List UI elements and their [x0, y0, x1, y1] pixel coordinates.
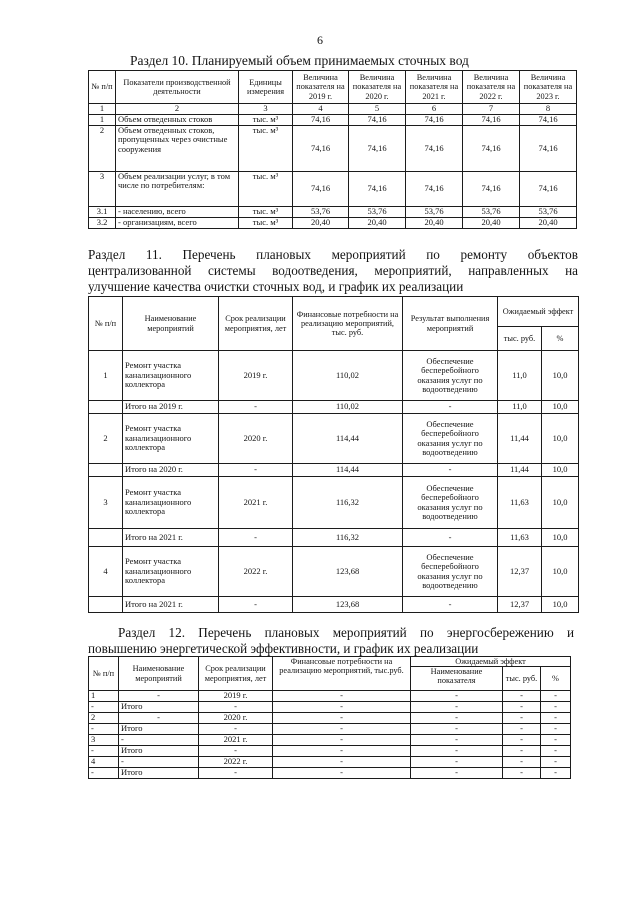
value-2022: 74,16 — [463, 115, 520, 126]
table-row — [89, 172, 577, 207]
page-number: 6 — [317, 33, 323, 47]
result: - — [403, 529, 498, 547]
value-2021: 74,16 — [406, 172, 463, 207]
effect-pct: - — [541, 768, 571, 779]
row-number: 1 — [89, 691, 119, 702]
value-2022: 74,16 — [463, 172, 520, 207]
header-cell: Финансовые потребности на реализацию мероприятий, тыс. руб. — [293, 297, 403, 351]
total-label: Итого на 2021 г. — [123, 529, 219, 547]
table-row — [89, 414, 579, 464]
table-header-row — [89, 71, 577, 104]
row-number: 3.1 — [89, 207, 116, 218]
indicator-name: Объем реализации услуг, в том числе по потребителям: — [116, 172, 239, 207]
effect-name: - — [411, 757, 503, 768]
value-2019: 74,16 — [293, 115, 349, 126]
value-2019: 74,16 — [293, 172, 349, 207]
unit: тыс. м³ — [239, 207, 293, 218]
value-2021: 53,76 — [406, 207, 463, 218]
table-row — [89, 702, 571, 713]
table-row — [89, 713, 571, 724]
row-number: 2 — [89, 713, 119, 724]
column-number: 8 — [520, 104, 577, 115]
effect-rub: 11,63 — [498, 529, 542, 547]
value-2023: 20,40 — [520, 218, 577, 229]
term: 2020 г. — [219, 414, 293, 464]
value-2022: 74,16 — [463, 126, 520, 172]
indicator-name: - населению, всего — [116, 207, 239, 218]
unit: тыс. м³ — [239, 172, 293, 207]
indicator-name: Объем отведенных стоков, пропущенных через очистные сооружения — [116, 126, 239, 172]
table-row — [89, 126, 577, 172]
term: - — [219, 597, 293, 613]
result: Обеспечение бесперебойного оказания услуг по водоотведению — [403, 351, 498, 401]
value-2020: 20,40 — [349, 218, 406, 229]
effect-rub: 12,37 — [498, 597, 542, 613]
term: 2022 г. — [219, 547, 293, 597]
section11-title-line: централизованной системы водоотведения, мероприятий, направленных на — [88, 263, 578, 278]
table-row — [89, 746, 571, 757]
effect-pct: - — [541, 691, 571, 702]
finance: 116,32 — [293, 477, 403, 529]
header-cell: Наименование показателя — [411, 667, 503, 691]
header-cell: Срок реализации мероприятия, лет — [199, 657, 273, 691]
table-header-row — [89, 657, 571, 667]
row-number: 3 — [89, 735, 119, 746]
measure-name: - — [119, 713, 199, 724]
effect-rub: 11,44 — [498, 414, 542, 464]
finance: - — [273, 702, 411, 713]
header-cell: Величина показателя на 2019 г. — [293, 71, 349, 104]
value-2021: 74,16 — [406, 115, 463, 126]
table-row — [89, 691, 571, 702]
table-row — [89, 547, 579, 597]
term: 2021 г. — [219, 477, 293, 529]
header-cell: Единицы измерения — [239, 71, 293, 104]
header-cell: № п/п — [89, 657, 119, 691]
effect-name: - — [411, 768, 503, 779]
column-number: 2 — [116, 104, 239, 115]
effect-name: - — [411, 724, 503, 735]
effect-pct: - — [541, 702, 571, 713]
effect-rub: 11,63 — [498, 477, 542, 529]
column-number: 6 — [406, 104, 463, 115]
finance: 110,02 — [293, 401, 403, 414]
result: Обеспечение бесперебойного оказания услуг по водоотведению — [403, 414, 498, 464]
term: - — [199, 702, 273, 713]
section11-title-line: улучшение качества очистки сточных вод, и график их реализации — [88, 279, 464, 294]
result: Обеспечение бесперебойного оказания услуг по водоотведению — [403, 477, 498, 529]
value-2020: 74,16 — [349, 172, 406, 207]
measure-name: Ремонт участка канализационного коллектора — [123, 477, 219, 529]
row-number: 2 — [89, 126, 116, 172]
table-row — [89, 207, 577, 218]
row-number: - — [89, 702, 119, 713]
effect-pct: - — [541, 735, 571, 746]
total-label: Итого на 2019 г. — [123, 401, 219, 414]
column-number-row — [89, 104, 577, 115]
finance: - — [273, 724, 411, 735]
header-cell: Финансовые потребности на реализацию мероприятий, тыс.руб. — [273, 657, 411, 691]
effect-rub: - — [503, 768, 541, 779]
total-label: Итого на 2020 г. — [123, 464, 219, 477]
effect-pct: 10,0 — [542, 401, 579, 414]
column-number: 4 — [293, 104, 349, 115]
row-number: 3 — [89, 477, 123, 529]
measure-name: - — [119, 691, 199, 702]
row-number: 4 — [89, 547, 123, 597]
effect-pct: - — [541, 713, 571, 724]
row-number: - — [89, 724, 119, 735]
effect-rub: 11,44 — [498, 464, 542, 477]
effect-name: - — [411, 746, 503, 757]
header-cell: Показатели производственной деятельности — [116, 71, 239, 104]
header-cell: Ожидаемый эффект — [411, 657, 571, 667]
finance: 110,02 — [293, 351, 403, 401]
result: - — [403, 597, 498, 613]
effect-pct: 10,0 — [542, 529, 579, 547]
measure-name: Итого — [119, 724, 199, 735]
unit: тыс. м³ — [239, 126, 293, 172]
term: - — [199, 724, 273, 735]
finance: 123,68 — [293, 547, 403, 597]
section11-title — [88, 247, 578, 295]
effect-rub: - — [503, 757, 541, 768]
measure-name: Ремонт участка канализационного коллектора — [123, 414, 219, 464]
finance: - — [273, 691, 411, 702]
effect-rub: 11,0 — [498, 401, 542, 414]
table-row — [89, 757, 571, 768]
header-cell: тыс. руб. — [503, 667, 541, 691]
section12-table — [88, 656, 571, 779]
effect-name: - — [411, 713, 503, 724]
value-2020: 53,76 — [349, 207, 406, 218]
table-row — [89, 115, 577, 126]
section10-title: Раздел 10. Планируемый объем принимаемых сточных вод — [130, 53, 469, 68]
header-cell: Величина показателя на 2022 г. — [463, 71, 520, 104]
term: - — [199, 746, 273, 757]
effect-pct: 10,0 — [542, 414, 579, 464]
finance: - — [273, 768, 411, 779]
value-2021: 20,40 — [406, 218, 463, 229]
finance: - — [273, 757, 411, 768]
header-cell: Результат выполнения мероприятий — [403, 297, 498, 351]
table-row — [89, 768, 571, 779]
table-row — [89, 401, 579, 414]
result: - — [403, 464, 498, 477]
header-cell: № п/п — [89, 297, 123, 351]
effect-pct: 10,0 — [542, 464, 579, 477]
table-row — [89, 597, 579, 613]
header-cell: тыс. руб. — [498, 327, 542, 351]
result: - — [403, 401, 498, 414]
section11-table — [88, 296, 579, 613]
header-cell: № п/п — [89, 71, 116, 104]
measure-name: - — [119, 735, 199, 746]
row-number: 1 — [89, 351, 123, 401]
column-number: 7 — [463, 104, 520, 115]
effect-name: - — [411, 702, 503, 713]
total-label: Итого на 2021 г. — [123, 597, 219, 613]
effect-pct: - — [541, 757, 571, 768]
value-2022: 20,40 — [463, 218, 520, 229]
finance: 114,44 — [293, 414, 403, 464]
table-row — [89, 735, 571, 746]
term: 2022 г. — [199, 757, 273, 768]
term: - — [199, 768, 273, 779]
row-number: 3 — [89, 172, 116, 207]
row-number: 4 — [89, 757, 119, 768]
effect-pct: - — [541, 724, 571, 735]
table-header-row — [89, 297, 579, 327]
column-number: 3 — [239, 104, 293, 115]
value-2019: 20,40 — [293, 218, 349, 229]
value-2023: 74,16 — [520, 115, 577, 126]
term: - — [219, 529, 293, 547]
header-cell: % — [541, 667, 571, 691]
table-row — [89, 477, 579, 529]
indicator-name: - организациям, всего — [116, 218, 239, 229]
effect-rub: - — [503, 735, 541, 746]
measure-name: Ремонт участка канализационного коллектора — [123, 547, 219, 597]
effect-rub: - — [503, 691, 541, 702]
effect-name: - — [411, 691, 503, 702]
measure-name: Итого — [119, 746, 199, 757]
value-2020: 74,16 — [349, 115, 406, 126]
section12-title-line: повышению энергетической эффективности, и график их реализации — [88, 641, 479, 656]
effect-rub: - — [503, 702, 541, 713]
effect-rub: 12,37 — [498, 547, 542, 597]
effect-pct: 10,0 — [542, 547, 579, 597]
finance: 114,44 — [293, 464, 403, 477]
term: 2020 г. — [199, 713, 273, 724]
indicator-name: Объем отведенных стоков — [116, 115, 239, 126]
unit: тыс. м³ — [239, 218, 293, 229]
finance: 116,32 — [293, 529, 403, 547]
header-cell: Величина показателя на 2023 г. — [520, 71, 577, 104]
value-2019: 53,76 — [293, 207, 349, 218]
term: - — [219, 401, 293, 414]
effect-pct: 10,0 — [542, 597, 579, 613]
term: 2019 г. — [219, 351, 293, 401]
table-row — [89, 724, 571, 735]
value-2023: 74,16 — [520, 172, 577, 207]
header-cell: Срок реализации мероприятия, лет — [219, 297, 293, 351]
finance: 123,68 — [293, 597, 403, 613]
result: Обеспечение бесперебойного оказания услуг по водоотведению — [403, 547, 498, 597]
effect-rub: - — [503, 724, 541, 735]
value-2019: 74,16 — [293, 126, 349, 172]
term: 2019 г. — [199, 691, 273, 702]
table-row — [89, 529, 579, 547]
column-number: 5 — [349, 104, 406, 115]
header-cell: Ожидаемый эффект — [498, 297, 579, 327]
row-number: - — [89, 768, 119, 779]
effect-rub: - — [503, 746, 541, 757]
table-row — [89, 351, 579, 401]
effect-name: - — [411, 735, 503, 746]
effect-pct: - — [541, 746, 571, 757]
section12-title — [88, 625, 574, 657]
effect-pct: 10,0 — [542, 351, 579, 401]
section11-title-line: Раздел 11. Перечень плановых мероприятий по ремонту объектов — [88, 247, 578, 262]
measure-name: Итого — [119, 768, 199, 779]
finance: - — [273, 735, 411, 746]
value-2021: 74,16 — [406, 126, 463, 172]
value-2022: 53,76 — [463, 207, 520, 218]
effect-pct: 10,0 — [542, 477, 579, 529]
row-number: - — [89, 746, 119, 757]
unit: тыс. м³ — [239, 115, 293, 126]
header-cell: Наименование мероприятий — [123, 297, 219, 351]
section12-title-line: Раздел 12. Перечень плановых мероприятий по энергосбережению и — [118, 625, 574, 640]
row-number: 1 — [89, 115, 116, 126]
header-cell: Величина показателя на 2021 г. — [406, 71, 463, 104]
measure-name: - — [119, 757, 199, 768]
value-2020: 74,16 — [349, 126, 406, 172]
finance: - — [273, 746, 411, 757]
column-number: 1 — [89, 104, 116, 115]
header-cell: Величина показателя на 2020 г. — [349, 71, 406, 104]
term: 2021 г. — [199, 735, 273, 746]
table-row — [89, 464, 579, 477]
header-cell: Наименование мероприятий — [119, 657, 199, 691]
measure-name: Итого — [119, 702, 199, 713]
header-cell: % — [542, 327, 579, 351]
value-2023: 53,76 — [520, 207, 577, 218]
finance: - — [273, 713, 411, 724]
value-2023: 74,16 — [520, 126, 577, 172]
term: - — [219, 464, 293, 477]
row-number: 2 — [89, 414, 123, 464]
effect-rub: - — [503, 713, 541, 724]
effect-rub: 11,0 — [498, 351, 542, 401]
measure-name: Ремонт участка канализационного коллектора — [123, 351, 219, 401]
section10-table — [88, 70, 577, 229]
row-number: 3.2 — [89, 218, 116, 229]
table-row — [89, 218, 577, 229]
